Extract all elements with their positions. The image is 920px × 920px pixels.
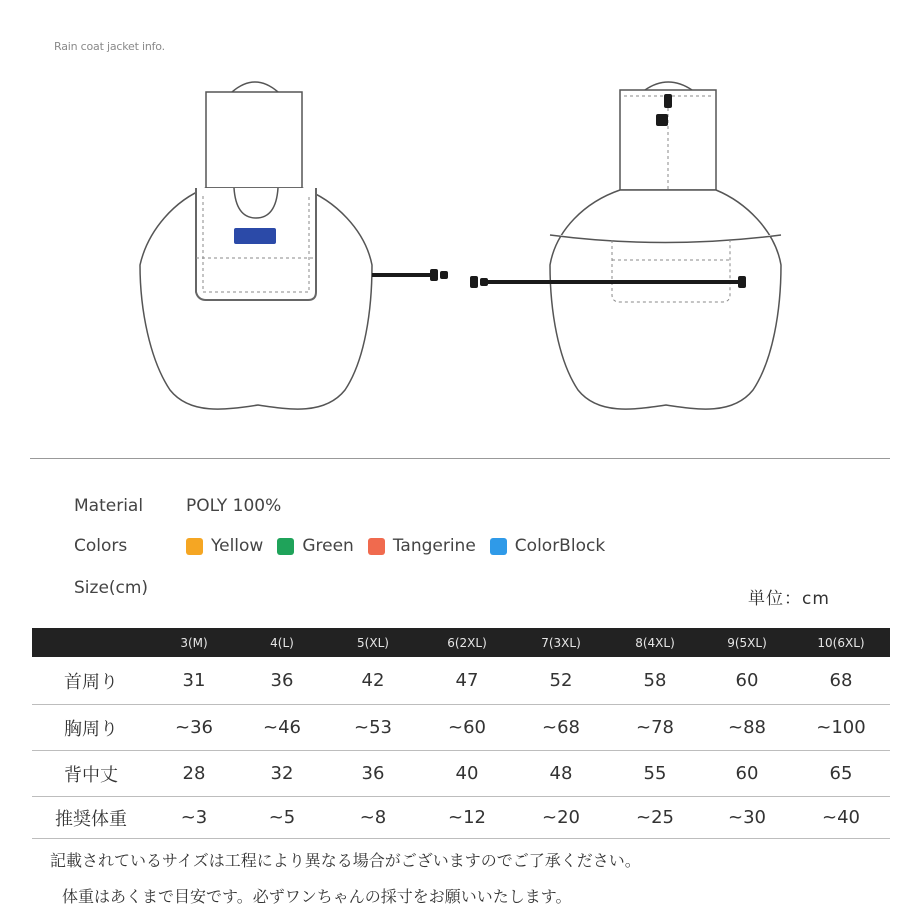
size-chart-table <box>32 628 890 839</box>
table-cell: 68 <box>792 657 890 705</box>
unit-label: 単位：cm <box>748 589 830 609</box>
table-cell: 36 <box>326 751 420 797</box>
table-cell: ~46 <box>238 705 326 751</box>
section-divider <box>30 458 890 459</box>
color-option-green <box>277 536 353 556</box>
table-cell: ~30 <box>702 797 792 839</box>
color-name: Green <box>302 536 354 556</box>
table-cell: ~8 <box>326 797 420 839</box>
color-swatch <box>368 538 385 555</box>
table-header: 5(XL) <box>326 628 420 657</box>
page-caption: Rain coat jacket info. <box>54 40 165 53</box>
table-cell: 47 <box>420 657 514 705</box>
logo-patch <box>234 228 276 244</box>
table-header: 7(3XL) <box>514 628 608 657</box>
raincoat-back-view <box>140 82 432 409</box>
material-label: Material <box>74 496 144 516</box>
table-header-row <box>32 628 890 657</box>
color-name: Tangerine <box>392 536 476 556</box>
table-cell: 52 <box>514 657 608 705</box>
row-label: 胸周り <box>32 705 150 751</box>
table-cell: ~40 <box>792 797 890 839</box>
table-cell: ~88 <box>702 705 792 751</box>
table-cell: ~53 <box>326 705 420 751</box>
material-value: POLY 100% <box>186 496 282 516</box>
table-cell: 58 <box>608 657 702 705</box>
table-cell: 65 <box>792 751 890 797</box>
color-option-colorblock <box>490 536 605 556</box>
table-cell: ~36 <box>150 705 238 751</box>
table-cell: ~68 <box>514 705 608 751</box>
table-row <box>32 751 890 797</box>
strap-buckle-left <box>430 269 448 281</box>
color-options <box>186 536 619 556</box>
table-cell: ~12 <box>420 797 514 839</box>
table-header: 8(4XL) <box>608 628 702 657</box>
table-cell: ~78 <box>608 705 702 751</box>
table-header: 4(L) <box>238 628 326 657</box>
table-cell: 31 <box>150 657 238 705</box>
size-disclaimer-note: 記載されているサイズは工程により異なる場合がございますのでご了承ください。 <box>50 851 641 870</box>
weight-guidance-note: 体重はあくまで目安です。必ずワンちゃんの採寸をお願いいたします。 <box>62 887 572 906</box>
row-label: 推奨体重 <box>32 797 150 839</box>
colors-label: Colors <box>74 536 128 556</box>
table-cell: 32 <box>238 751 326 797</box>
color-option-tangerine <box>368 536 476 556</box>
table-cell: ~25 <box>608 797 702 839</box>
table-header <box>32 628 150 657</box>
table-cell: 28 <box>150 751 238 797</box>
color-option-yellow <box>186 536 263 556</box>
table-cell: ~3 <box>150 797 238 839</box>
table-row <box>32 797 890 839</box>
table-cell: 42 <box>326 657 420 705</box>
table-cell: 60 <box>702 657 792 705</box>
raincoat-front-view <box>486 82 781 409</box>
raincoat-illustration <box>0 60 920 440</box>
color-name: Yellow <box>211 536 264 556</box>
table-header: 6(2XL) <box>420 628 514 657</box>
table-cell: ~5 <box>238 797 326 839</box>
row-label: 首周り <box>32 657 150 705</box>
color-swatch <box>186 538 203 555</box>
size-label: Size(cm) <box>74 578 149 598</box>
table-cell: 60 <box>702 751 792 797</box>
color-swatch <box>277 538 294 555</box>
table-cell: ~60 <box>420 705 514 751</box>
table-cell: ~100 <box>792 705 890 751</box>
table-cell: 36 <box>238 657 326 705</box>
color-swatch <box>490 538 507 555</box>
table-row <box>32 657 890 705</box>
table-row <box>32 705 890 751</box>
table-header: 10(6XL) <box>792 628 890 657</box>
table-cell: 40 <box>420 751 514 797</box>
table-cell: ~20 <box>514 797 608 839</box>
table-cell: 55 <box>608 751 702 797</box>
table-cell: 48 <box>514 751 608 797</box>
table-header: 9(5XL) <box>702 628 792 657</box>
color-name: ColorBlock <box>514 536 606 556</box>
table-header: 3(M) <box>150 628 238 657</box>
row-label: 背中丈 <box>32 751 150 797</box>
